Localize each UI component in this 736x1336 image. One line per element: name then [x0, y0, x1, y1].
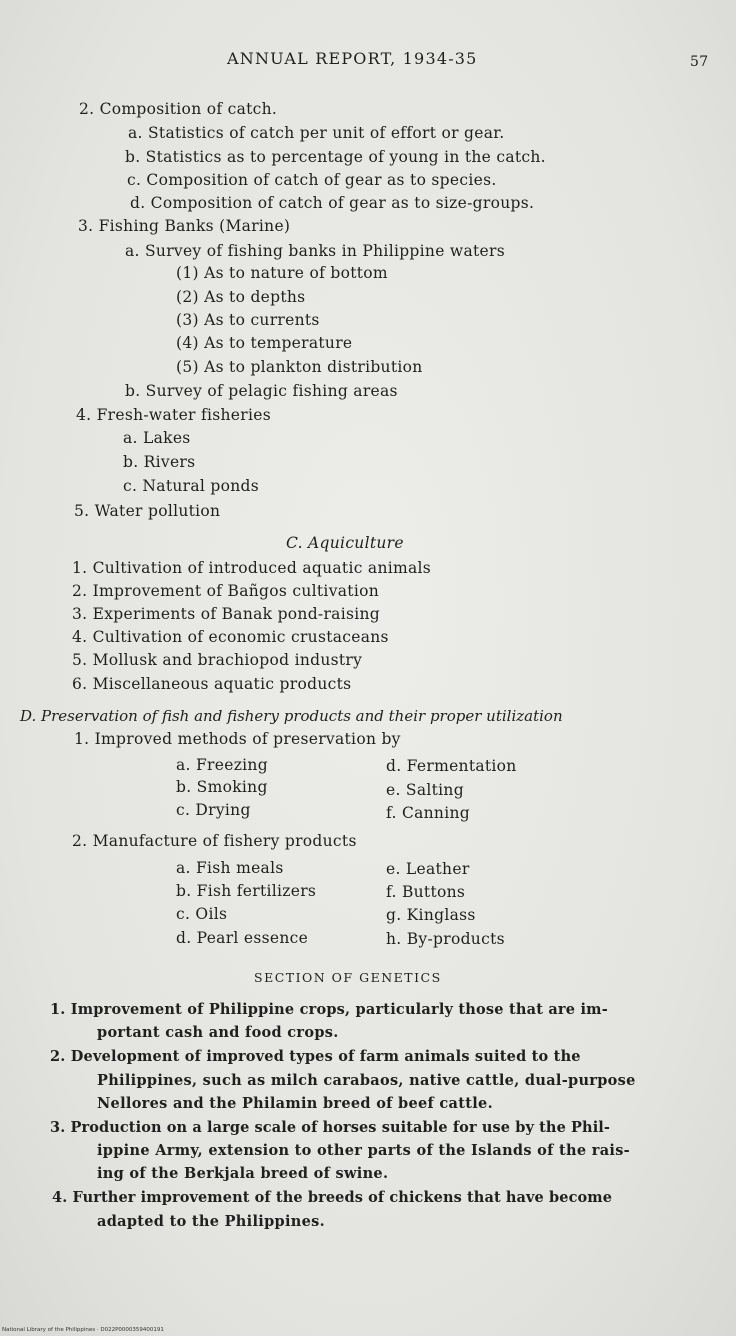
list-item: e. Leather — [386, 860, 470, 878]
list-item: e. Salting — [386, 781, 464, 799]
paragraph-line: 4. Further improvement of the breeds of chickens that have become — [52, 1189, 613, 1206]
scan-credit: National Library of the Philippines · D022P0000359400191 — [2, 1327, 164, 1333]
list-item: c. Natural ponds — [123, 477, 259, 495]
list-item: (3) As to currents — [176, 311, 320, 329]
paragraph-line: 2. Development of improved types of farm animals suited to the — [50, 1048, 581, 1065]
list-item: 2. Composition of catch. — [79, 100, 278, 118]
list-item: b. Fish fertilizers — [176, 882, 317, 900]
list-item: a. Survey of fishing banks in Philippine waters — [125, 242, 505, 260]
section-heading: SECTION OF GENETICS — [254, 970, 442, 985]
list-item: d. Composition of catch of gear as to size-groups. — [130, 194, 535, 212]
list-item: f. Canning — [386, 804, 470, 822]
list-item: (4) As to temperature — [176, 334, 353, 352]
list-item: 6. Miscellaneous aquatic products — [72, 675, 352, 693]
list-item: d. Fermentation — [386, 757, 517, 775]
page-number: 57 — [690, 54, 709, 70]
section-heading: C. Aquiculture — [286, 534, 404, 552]
list-item: d. Pearl essence — [176, 929, 309, 947]
paragraph-line: 3. Production on a large scale of horses suitable for use by the Phil- — [50, 1119, 611, 1136]
paragraph-line: Philippines, such as milch carabaos, native cattle, dual-purpose — [97, 1072, 636, 1089]
list-item: a. Fish meals — [176, 859, 284, 877]
paragraph-line: ing of the Berkjala breed of swine. — [97, 1165, 389, 1182]
list-item: c. Composition of catch of gear as to species. — [127, 171, 497, 189]
list-item: 5. Mollusk and brachiopod industry — [72, 651, 363, 669]
list-item: a. Lakes — [123, 429, 191, 447]
list-item: 1. Cultivation of introduced aquatic animals — [72, 559, 432, 577]
list-item: 1. Improved methods of preservation by — [74, 730, 401, 748]
list-item: g. Kinglass — [386, 906, 476, 924]
paragraph-line: Nellores and the Philamin breed of beef cattle. — [97, 1095, 493, 1112]
paragraph-line: adapted to the Philippines. — [97, 1213, 325, 1230]
section-heading: D. Preservation of fish and fishery products and their proper utilization — [20, 707, 563, 725]
list-item: (1) As to nature of bottom — [176, 264, 388, 282]
list-item: c. Drying — [176, 801, 251, 819]
list-item: b. Rivers — [123, 453, 196, 471]
list-item: b. Smoking — [176, 778, 268, 796]
list-item: c. Oils — [176, 905, 228, 923]
paragraph-line: portant cash and food crops. — [97, 1024, 339, 1041]
list-item: b. Survey of pelagic fishing areas — [125, 382, 398, 400]
list-item: 4. Cultivation of economic crustaceans — [72, 628, 389, 646]
running-header: ANNUAL REPORT, 1934-35 — [227, 49, 478, 68]
list-item: (2) As to depths — [176, 288, 306, 306]
list-item: 2. Improvement of Bañgos cultivation — [72, 582, 379, 600]
list-item: h. By-products — [386, 930, 505, 948]
paragraph-line: 1. Improvement of Philippine crops, particularly those that are im- — [50, 1001, 608, 1018]
list-item: 3. Experiments of Banak pond-raising — [72, 605, 380, 623]
paragraph-line: ippine Army, extension to other parts of the Islands of the rais- — [97, 1142, 630, 1159]
list-item: b. Statistics as to percentage of young in the catch. — [125, 148, 546, 166]
list-item: f. Buttons — [386, 883, 466, 901]
list-item: 4. Fresh-water fisheries — [76, 406, 271, 424]
list-item: 3. Fishing Banks (Marine) — [78, 217, 291, 235]
list-item: 2. Manufacture of fishery products — [72, 832, 357, 850]
list-item: (5) As to plankton distribution — [176, 358, 423, 376]
list-item: 5. Water pollution — [74, 502, 221, 520]
list-item: a. Statistics of catch per unit of effort or gear. — [128, 124, 505, 142]
list-item: a. Freezing — [176, 756, 268, 774]
